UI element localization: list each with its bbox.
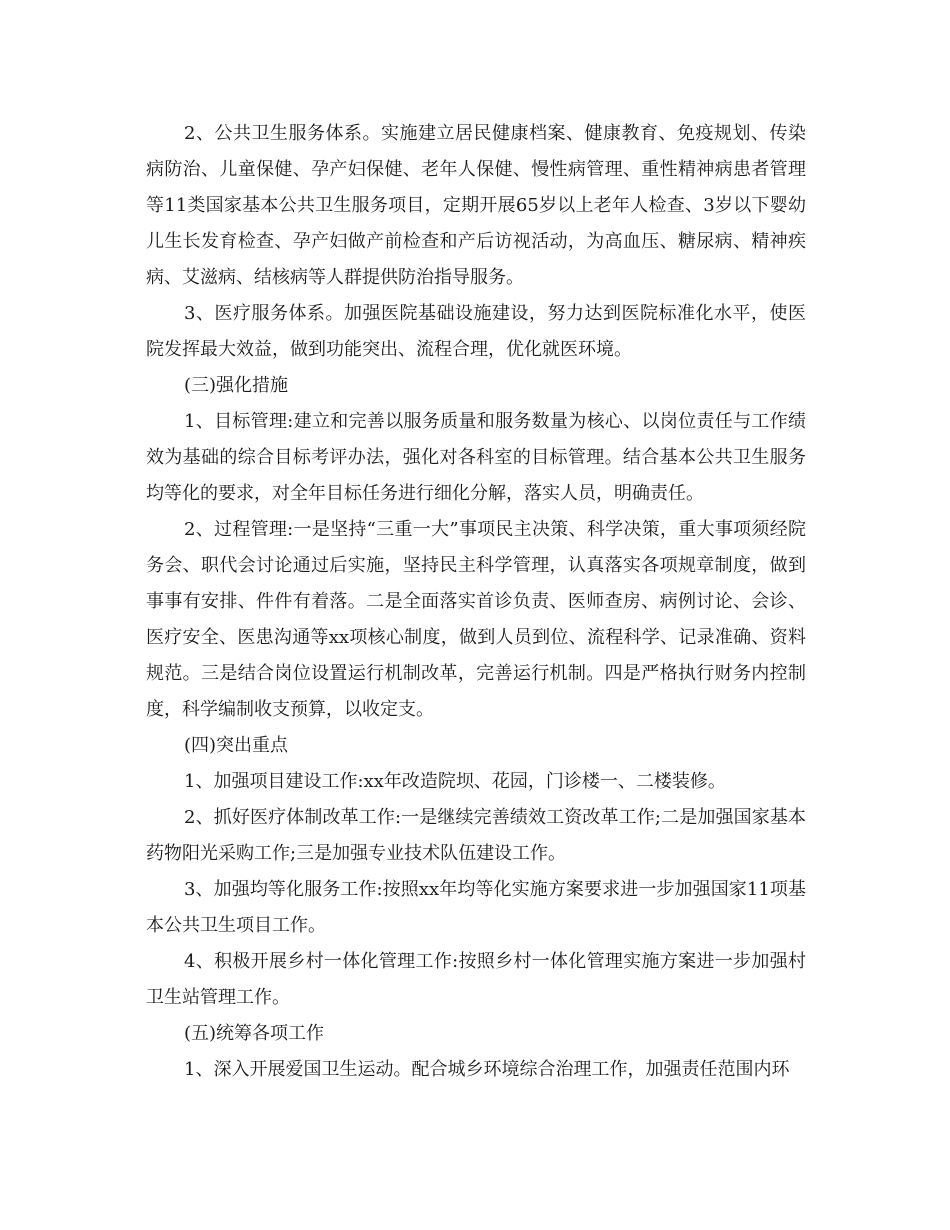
paragraph-medical-service: 3、医疗服务体系。加强医院基础设施建设，努力达到医院标准化水平，使医院发挥最大效益，做到功能突出、流程合理，优化就医环境。 <box>146 303 806 360</box>
paragraph-target-management: 1、目标管理:建立和完善以服务质量和服务数量为核心、以岗位责任与工作绩效为基础的综合目标考评办法，强化对各科室的目标管理。结合基本公共卫生服务均等化的要求，对全年目标任务进行细化分解，落实人员，明确责任。 <box>146 411 806 504</box>
paragraph-medical-reform: 2、抓好医疗体制改革工作:一是继续完善绩效工资改革工作;二是加强国家基本药物阳光采购工作;三是加强专业技术队伍建设工作。 <box>146 807 806 864</box>
paragraph-equalization-service: 3、加强均等化服务工作:按照xx年均等化实施方案要求进一步加强国家11项基本公共卫生项目工作。 <box>146 879 806 936</box>
section-heading-coordination: (五)统筹各项工作 <box>184 1023 325 1044</box>
paragraph-project-construction: 1、加强项目建设工作:xx年改造院坝、花园，门诊楼一、二楼装修。 <box>184 771 726 792</box>
paragraph-public-health: 2、公共卫生服务体系。实施建立居民健康档案、健康教育、免疫规划、传染病防治、儿童保健、孕产妇保健、老年人保健、慢性病管理、重性精神病患者管理等11类国家基本公共卫生服务项目，定期开展65岁以上老年人检查、3岁以下婴幼儿生长发育检查、孕产妇做产前检查和产后访视活动，为高血压、糖尿病、精神疾病、艾滋病、结核病等人群提供防治指导服务。 <box>146 123 806 288</box>
section-heading-measures: (三)强化措施 <box>184 375 289 396</box>
paragraph-process-management: 2、过程管理:一是坚持“三重一大”事项民主决策、科学决策，重大事项须经院务会、职代会讨论通过后实施，坚持民主科学管理，认真落实各项规章制度，做到事事有安排、件件有着落。二是全面落实首诊负责、医师查房、病例讨论、会诊、医疗安全、医患沟通等xx项核心制度，做到人员到位、流程科学、记录准确、资料规范。三是结合岗位设置运行机制改革，完善运行机制。四是严格执行财务内控制度，科学编制收支预算，以收定支。 <box>146 519 806 720</box>
document-body <box>146 116 806 1088</box>
paragraph-village-integration: 4、积极开展乡村一体化管理工作:按照乡村一体化管理实施方案进一步加强村卫生站管理工作。 <box>146 951 806 1008</box>
section-heading-priorities: (四)突出重点 <box>184 735 289 756</box>
paragraph-patriotic-health: 1、深入开展爱国卫生运动。配合城乡环境综合治理工作，加强责任范围内环 <box>184 1059 790 1080</box>
